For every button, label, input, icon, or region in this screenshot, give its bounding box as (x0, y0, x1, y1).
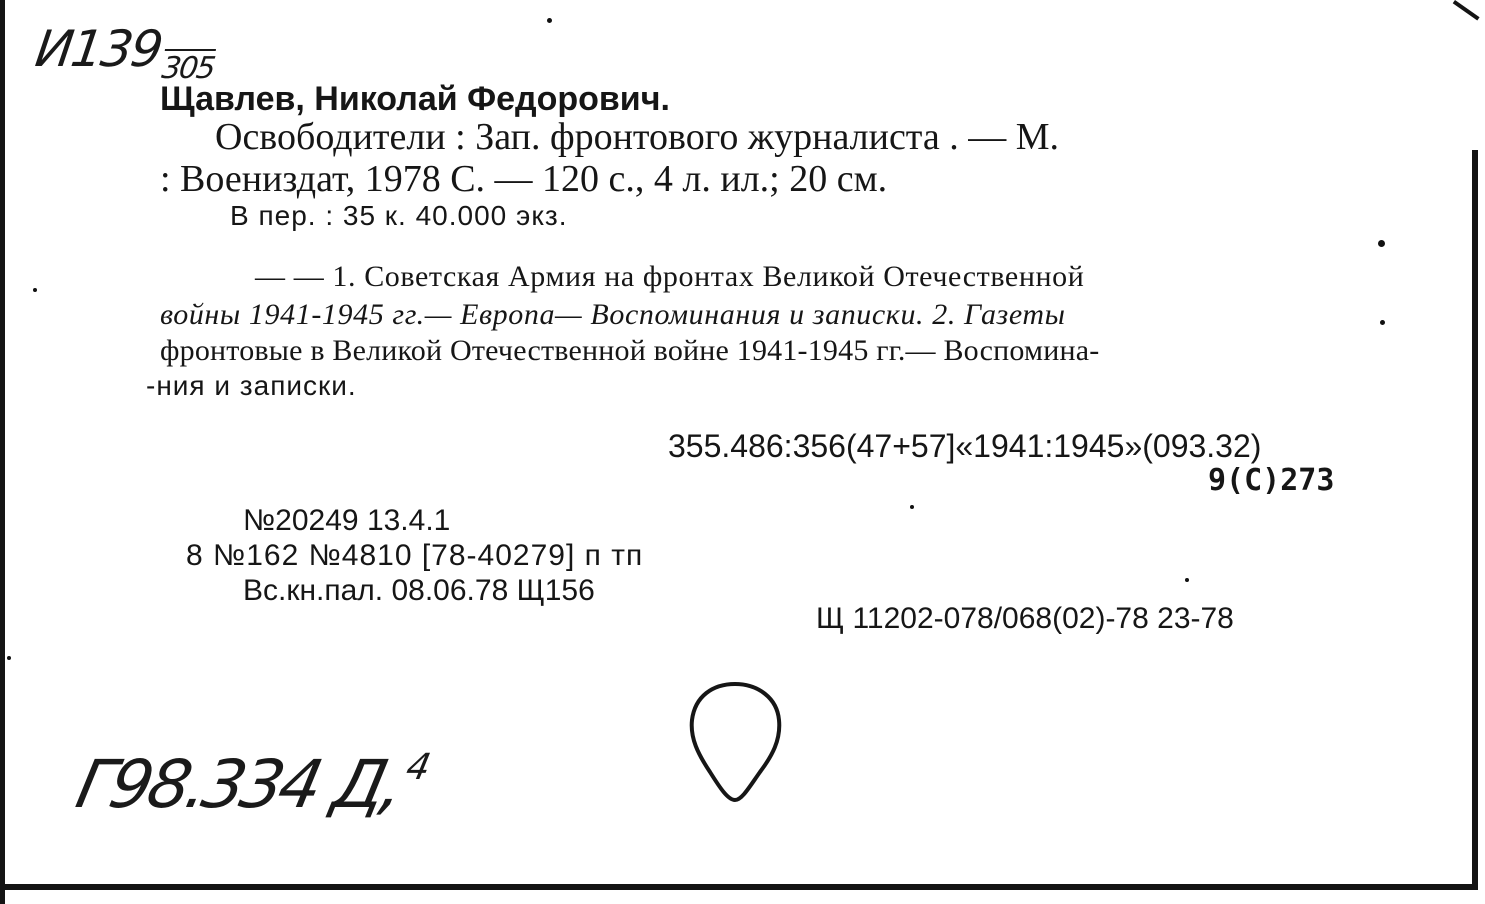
subject-line-1: — — 1. Советская Армия на фронтах Великой Отечественной (255, 260, 1085, 293)
handwritten-bottom-code-sup: 4 (402, 747, 431, 788)
scan-speck (1380, 320, 1385, 325)
subject-line-4: -ния и записки. (146, 370, 357, 401)
scan-speck (1185, 578, 1189, 582)
author-heading: Щавлев, Николай Федорович. (160, 80, 670, 118)
registration-line-2: 8 №162 №4810 [78-40279] п тп (186, 539, 644, 572)
card-top-right-curl (1453, 0, 1480, 20)
subject-line-3: фронтовые в Великой Отечественной войне 1941-1945 гг.— Воспомина- (160, 334, 1100, 367)
registration-line-1: №20249 13.4.1 (243, 504, 451, 537)
registration-line-3: Вс.кн.пал. 08.06.78 Щ156 (243, 574, 595, 607)
subject-line-2-part-c: 2. Газеты (924, 298, 1066, 331)
handwritten-bottom-code (69, 746, 431, 823)
scan-speck (1378, 240, 1385, 247)
price-line: В пер. : 35 к. 40.000 экз. (230, 200, 568, 231)
handwritten-shelf-mark (31, 20, 219, 86)
title-line: Освободители : Зап. фронтового журналиста . — М. (215, 116, 1060, 158)
subject-line-2 (160, 300, 1066, 330)
scan-speck (547, 18, 552, 23)
subject-line-2-part-a: войны 1941-1945 гг.— (160, 298, 461, 331)
bbk-index: 9(С)273 (1208, 463, 1335, 498)
card-left-edge (0, 0, 5, 904)
scan-speck (33, 288, 37, 292)
card-bottom-edge (0, 884, 1478, 890)
scan-speck (910, 505, 914, 509)
subject-line-2-part-b: Европа— Воспоминания и записки. (460, 298, 925, 331)
card-right-edge (1472, 150, 1478, 890)
punch-hole-outline (680, 678, 790, 808)
scan-speck (7, 656, 11, 660)
publication-line: : Воениздат, 1978 С. — 120 с., 4 л. ил.; 20 см. (160, 158, 888, 200)
handwritten-shelf-number: И139 (31, 20, 165, 78)
publisher-index: Щ 11202-078/068(02)-78 23-78 (816, 602, 1234, 635)
handwritten-bottom-code-text: Г98.334 Д, (69, 746, 408, 823)
handwritten-shelf-sub: 305 (159, 51, 216, 86)
udc-index: 355.486:356(47+57]«1941:1945»(093.32) (668, 428, 1262, 464)
